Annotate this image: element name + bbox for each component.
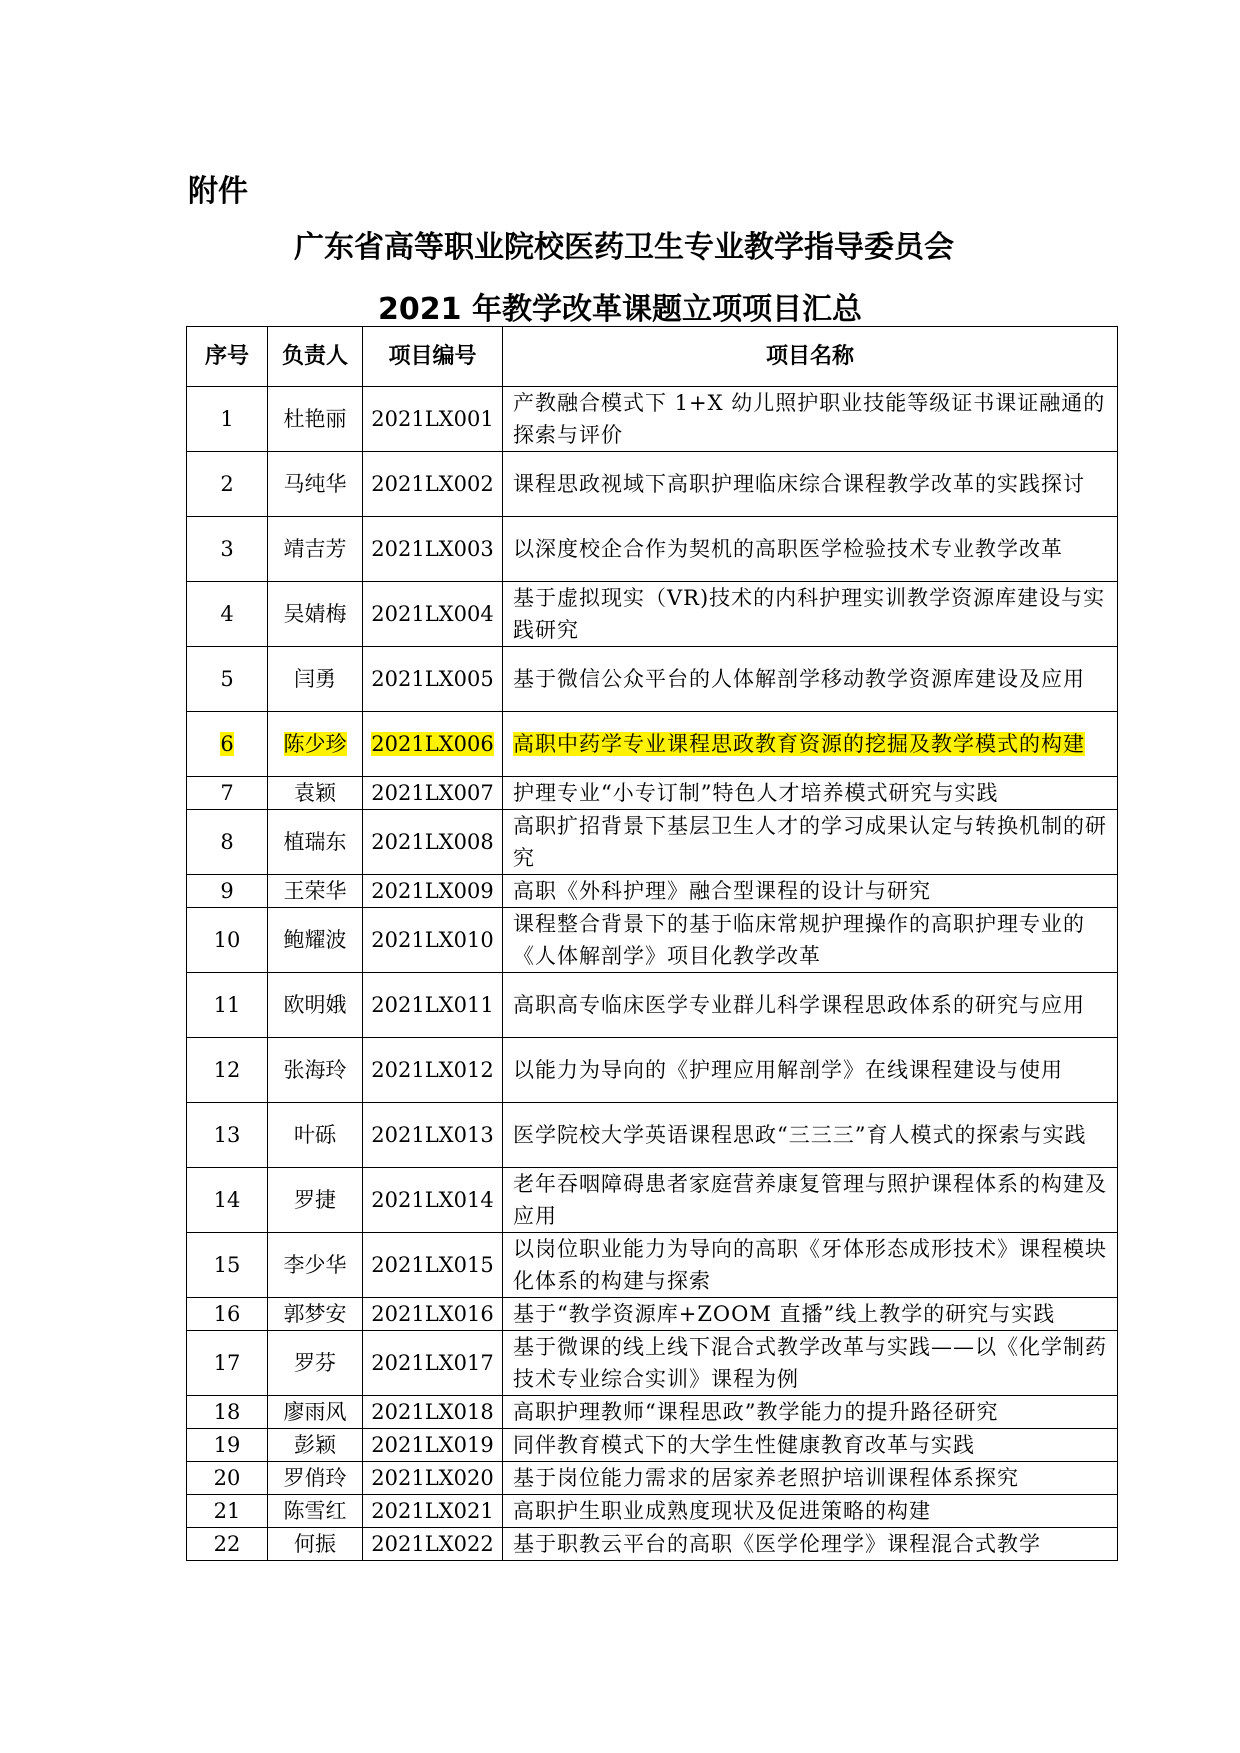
cell-name-text: 以能力为导向的《护理应用解剖学》在线课程建设与使用 [513,1058,1063,1082]
cell-leader-text: 王荣华 [283,879,347,903]
cell-code-text: 2021LX006 [371,732,494,756]
cell-leader [268,452,363,517]
cell-name-text: 基于职教云平台的高职《医学伦理学》课程混合式教学 [513,1532,1041,1556]
table-row [187,647,1118,712]
cell-no-text: 19 [213,1433,241,1457]
project-table [186,326,1118,1561]
cell-name-text: 课程整合背景下的基于临床常规护理操作的高职护理专业的《人体解剖学》项目化教学改革 [513,912,1085,968]
cell-no [187,1429,268,1462]
cell-code-text: 2021LX014 [371,1188,494,1212]
cell-name [503,1233,1118,1298]
cell-no [187,1331,268,1396]
cell-no-text: 14 [213,1188,241,1212]
cell-no-text: 8 [220,830,234,854]
cell-no-text: 5 [220,667,234,691]
cell-leader [268,647,363,712]
cell-no [187,810,268,875]
cell-code-text: 2021LX001 [371,407,494,431]
cell-no [187,777,268,810]
cell-no [187,1462,268,1495]
cell-leader-text: 欧明娥 [283,993,347,1017]
table-header-row [187,327,1118,387]
cell-leader-text: 叶砾 [294,1123,336,1147]
cell-code-text: 2021LX004 [371,602,494,626]
cell-code-text: 2021LX005 [371,667,494,691]
table-row [187,1495,1118,1528]
cell-no-text: 1 [220,407,234,431]
cell-name [503,1168,1118,1233]
cell-name-text: 基于“教学资源库+ZOOM 直播”线上教学的研究与实践 [513,1302,1056,1326]
cell-leader [268,1233,363,1298]
cell-name [503,452,1118,517]
cell-name-text: 以深度校企合作为契机的高职医学检验技术专业教学改革 [513,537,1063,561]
cell-leader-text: 何振 [294,1532,336,1556]
cell-name-text: 高职护生职业成熟度现状及促进策略的构建 [513,1499,931,1523]
cell-leader-text: 李少华 [283,1253,347,1277]
cell-name [503,908,1118,973]
cell-name-text: 以岗位职业能力为导向的高职《牙体形态成形技术》课程模块化体系的构建与探索 [513,1237,1107,1293]
cell-code-text: 2021LX022 [371,1532,494,1556]
table-row [187,712,1118,777]
table-body [187,387,1118,1561]
cell-no [187,1495,268,1528]
cell-code-text: 2021LX020 [371,1466,494,1490]
cell-no-text: 4 [220,602,234,626]
cell-code-text: 2021LX011 [371,993,494,1017]
cell-no-text: 10 [213,928,241,952]
cell-name [503,1331,1118,1396]
cell-code-text: 2021LX003 [371,537,494,561]
cell-no [187,582,268,647]
cell-code [363,1396,503,1429]
table-row [187,1429,1118,1462]
cell-no [187,1528,268,1561]
cell-code-text: 2021LX021 [371,1499,494,1523]
cell-no [187,1168,268,1233]
cell-no [187,875,268,908]
cell-no-text: 21 [213,1499,241,1523]
cell-name-text: 高职扩招背景下基层卫生人才的学习成果认定与转换机制的研究 [513,814,1107,870]
cell-code [363,1103,503,1168]
table-row [187,1298,1118,1331]
cell-leader [268,875,363,908]
cell-code [363,517,503,582]
cell-name-text: 高职《外科护理》融合型课程的设计与研究 [513,879,931,903]
table-row [187,1038,1118,1103]
cell-leader-text: 陈雪红 [283,1499,347,1523]
cell-leader-text: 彭颖 [294,1433,336,1457]
cell-name-text: 产教融合模式下 1+X 幼儿照护职业技能等级证书课证融通的探索与评价 [513,391,1106,447]
cell-name [503,1038,1118,1103]
cell-leader [268,1331,363,1396]
cell-no-text: 15 [213,1253,241,1277]
cell-leader-text: 植瑞东 [283,830,347,854]
cell-name-text: 基于微课的线上线下混合式教学改革与实践——以《化学制药技术专业综合实训》课程为例 [513,1335,1107,1391]
cell-no-text: 20 [213,1466,241,1490]
cell-name-text: 基于微信公众平台的人体解剖学移动教学资源库建设及应用 [513,667,1085,691]
cell-name [503,647,1118,712]
cell-leader [268,387,363,452]
cell-name-text: 同伴教育模式下的大学生性健康教育改革与实践 [513,1433,975,1457]
cell-code [363,452,503,517]
cell-code-text: 2021LX017 [371,1351,494,1375]
cell-code [363,1462,503,1495]
cell-name-text: 基于岗位能力需求的居家养老照护培训课程体系探究 [513,1466,1019,1490]
cell-name [503,973,1118,1038]
cell-no-text: 22 [213,1532,241,1556]
table-row [187,1331,1118,1396]
cell-code [363,387,503,452]
cell-leader [268,1298,363,1331]
cell-leader [268,517,363,582]
table-row [187,777,1118,810]
cell-name [503,517,1118,582]
cell-leader-text: 罗捷 [294,1188,336,1212]
cell-leader-text: 靖吉芳 [283,537,347,561]
cell-name-text: 医学院校大学英语课程思政“三三三”育人模式的探索与实践 [513,1123,1087,1147]
table-row [187,973,1118,1038]
cell-name-text: 基于虚拟现实（VR)技术的内科护理实训教学资源库建设与实践研究 [513,586,1106,642]
cell-no-text: 17 [213,1351,241,1375]
cell-code-text: 2021LX007 [371,781,494,805]
cell-leader [268,582,363,647]
cell-leader-text: 郭梦安 [283,1302,347,1326]
cell-no [187,387,268,452]
cell-no-text: 2 [220,472,234,496]
cell-name [503,1495,1118,1528]
cell-code [363,1331,503,1396]
cell-name [503,1528,1118,1561]
cell-name-text: 高职中药学专业课程思政教育资源的挖掘及教学模式的构建 [513,732,1085,756]
cell-code-text: 2021LX018 [371,1400,494,1424]
cell-no [187,1103,268,1168]
cell-leader [268,1462,363,1495]
cell-no-text: 18 [213,1400,241,1424]
table-row [187,1168,1118,1233]
table-row [187,908,1118,973]
cell-leader-text: 廖雨风 [283,1400,347,1424]
table-row [187,517,1118,582]
cell-leader-text: 袁颖 [294,781,336,805]
cell-leader-text: 罗芬 [294,1351,336,1375]
cell-code [363,1495,503,1528]
document-title-line2: 2021 年教学改革课题立项项目汇总 [378,292,862,327]
cell-leader [268,1038,363,1103]
cell-leader [268,1103,363,1168]
cell-leader-text: 杜艳丽 [283,407,347,431]
cell-no-text: 9 [220,879,234,903]
cell-code-text: 2021LX012 [371,1058,494,1082]
cell-code [363,875,503,908]
cell-code [363,777,503,810]
cell-name-text: 护理专业“小专订制”特色人才培养模式研究与实践 [513,781,999,805]
table-row [187,1462,1118,1495]
cell-code-text: 2021LX019 [371,1433,494,1457]
cell-code [363,1528,503,1561]
cell-no [187,1038,268,1103]
cell-no [187,1396,268,1429]
cell-leader-text: 吴婧梅 [283,602,347,626]
table-row [187,452,1118,517]
cell-no [187,973,268,1038]
cell-no [187,712,268,777]
table-row [187,810,1118,875]
cell-leader-text: 张海玲 [283,1058,347,1082]
header-no: 序号 [187,327,268,387]
table-row [187,1528,1118,1561]
cell-name-text: 高职高专临床医学专业群儿科学课程思政体系的研究与应用 [513,993,1085,1017]
cell-code [363,1168,503,1233]
table-row [187,1103,1118,1168]
header-leader: 负责人 [268,327,363,387]
cell-code [363,1298,503,1331]
cell-no [187,1298,268,1331]
cell-no-text: 7 [220,781,234,805]
cell-no-text: 3 [220,537,234,561]
cell-code-text: 2021LX008 [371,830,494,854]
cell-code-text: 2021LX013 [371,1123,494,1147]
cell-name [503,712,1118,777]
cell-code [363,1429,503,1462]
attachment-label: 附件 [188,174,248,209]
cell-leader [268,973,363,1038]
cell-name [503,582,1118,647]
cell-code [363,712,503,777]
cell-code [363,582,503,647]
table-row [187,875,1118,908]
cell-leader-text: 闫勇 [294,667,336,691]
cell-no [187,452,268,517]
header-name: 项目名称 [503,327,1118,387]
cell-code [363,1038,503,1103]
cell-name-text: 老年吞咽障碍患者家庭营养康复管理与照护课程体系的构建及应用 [513,1172,1107,1228]
cell-no [187,1233,268,1298]
cell-leader-text: 陈少珍 [283,732,347,756]
cell-code-text: 2021LX015 [371,1253,494,1277]
cell-no-text: 12 [213,1058,241,1082]
cell-no-text: 13 [213,1123,241,1147]
cell-code [363,647,503,712]
cell-code [363,908,503,973]
cell-no [187,647,268,712]
cell-name-text: 课程思政视域下高职护理临床综合课程教学改革的实践探讨 [513,472,1085,496]
cell-no [187,908,268,973]
table-row [187,1396,1118,1429]
cell-code-text: 2021LX016 [371,1302,494,1326]
cell-no [187,517,268,582]
cell-leader [268,1528,363,1561]
cell-leader [268,1495,363,1528]
cell-no-text: 11 [213,993,241,1017]
cell-code-text: 2021LX009 [371,879,494,903]
cell-leader-text: 马纯华 [283,472,347,496]
cell-name [503,1103,1118,1168]
cell-name [503,1462,1118,1495]
cell-code-text: 2021LX002 [371,472,494,496]
cell-code [363,1233,503,1298]
cell-leader-text: 鲍耀波 [283,928,347,952]
cell-code [363,973,503,1038]
table-row [187,1233,1118,1298]
cell-name-text: 高职护理教师“课程思政”教学能力的提升路径研究 [513,1400,999,1424]
cell-code [363,810,503,875]
cell-leader [268,810,363,875]
cell-leader [268,712,363,777]
table-row [187,387,1118,452]
cell-leader [268,1429,363,1462]
cell-name [503,1298,1118,1331]
cell-name [503,387,1118,452]
cell-code-text: 2021LX010 [371,928,494,952]
cell-leader [268,908,363,973]
header-code: 项目编号 [363,327,503,387]
cell-name [503,810,1118,875]
cell-leader [268,777,363,810]
cell-name [503,875,1118,908]
cell-name [503,1396,1118,1429]
cell-name [503,1429,1118,1462]
document-title-line1: 广东省高等职业院校医药卫生专业教学指导委员会 [294,230,954,265]
cell-no-text: 16 [213,1302,241,1326]
cell-leader [268,1396,363,1429]
cell-name [503,777,1118,810]
cell-no-text: 6 [220,732,234,756]
cell-leader [268,1168,363,1233]
cell-leader-text: 罗俏玲 [283,1466,347,1490]
table-row [187,582,1118,647]
